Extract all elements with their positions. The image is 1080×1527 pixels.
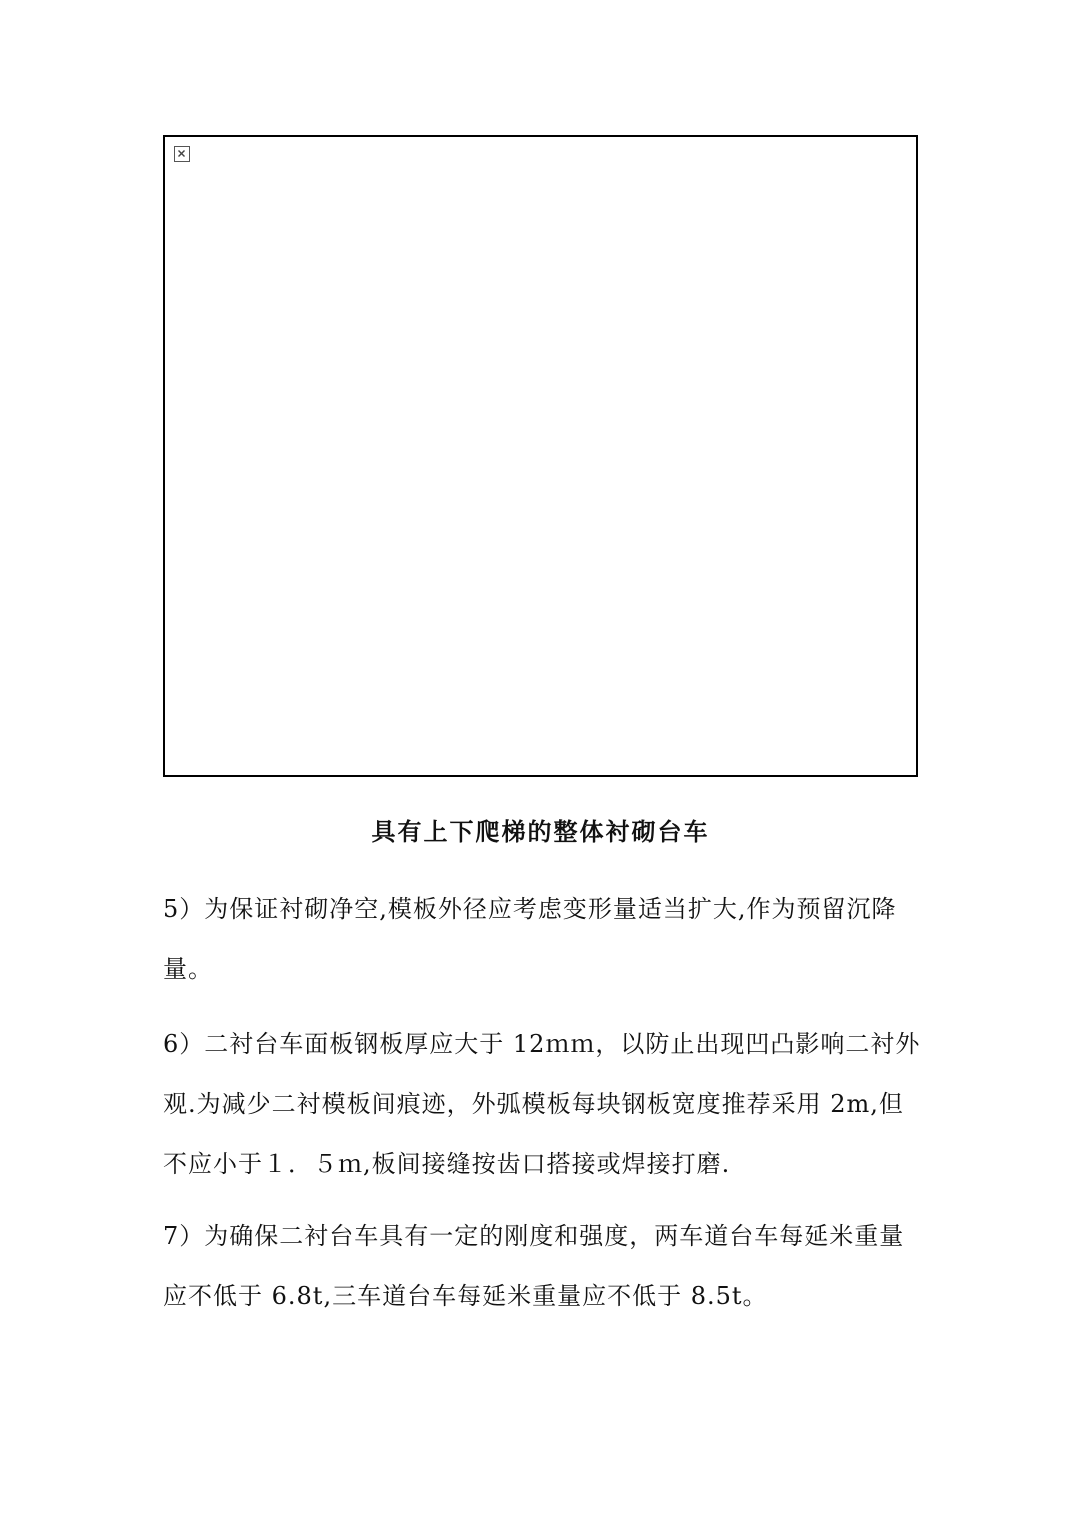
paragraph-line: 6）二衬台车面板钢板厚应大于 12ｍｍ，以防止出现凹凸影响二衬外 [163,1030,921,1058]
figure-frame [163,135,918,777]
paragraph-line: 5）为保证衬砌净空,模板外径应考虑变形量适当扩大,作为预留沉降 [163,895,897,923]
paragraph-line: 量。 [163,955,213,983]
paragraph-line: 应不低于 6.8t,三车道台车每延米重量应不低于 8.5t。 [163,1282,768,1310]
broken-image-icon [174,146,190,162]
paragraph-line: 不应小于１．５ｍ,板间接缝按齿口搭接或焊接打磨. [163,1150,731,1178]
paragraph-6 [163,1014,923,1194]
paragraph-line: 7）为确保二衬台车具有一定的刚度和强度，两车道台车每延米重量 [163,1222,905,1250]
paragraph-7 [163,1206,923,1326]
paragraph-5 [163,879,923,999]
paragraph-line: 观.为减少二衬模板间痕迹，外弧模板每块钢板宽度推荐采用 2m,但 [163,1090,904,1118]
figure-caption: 具有上下爬梯的整体衬砌台车 [371,818,710,846]
